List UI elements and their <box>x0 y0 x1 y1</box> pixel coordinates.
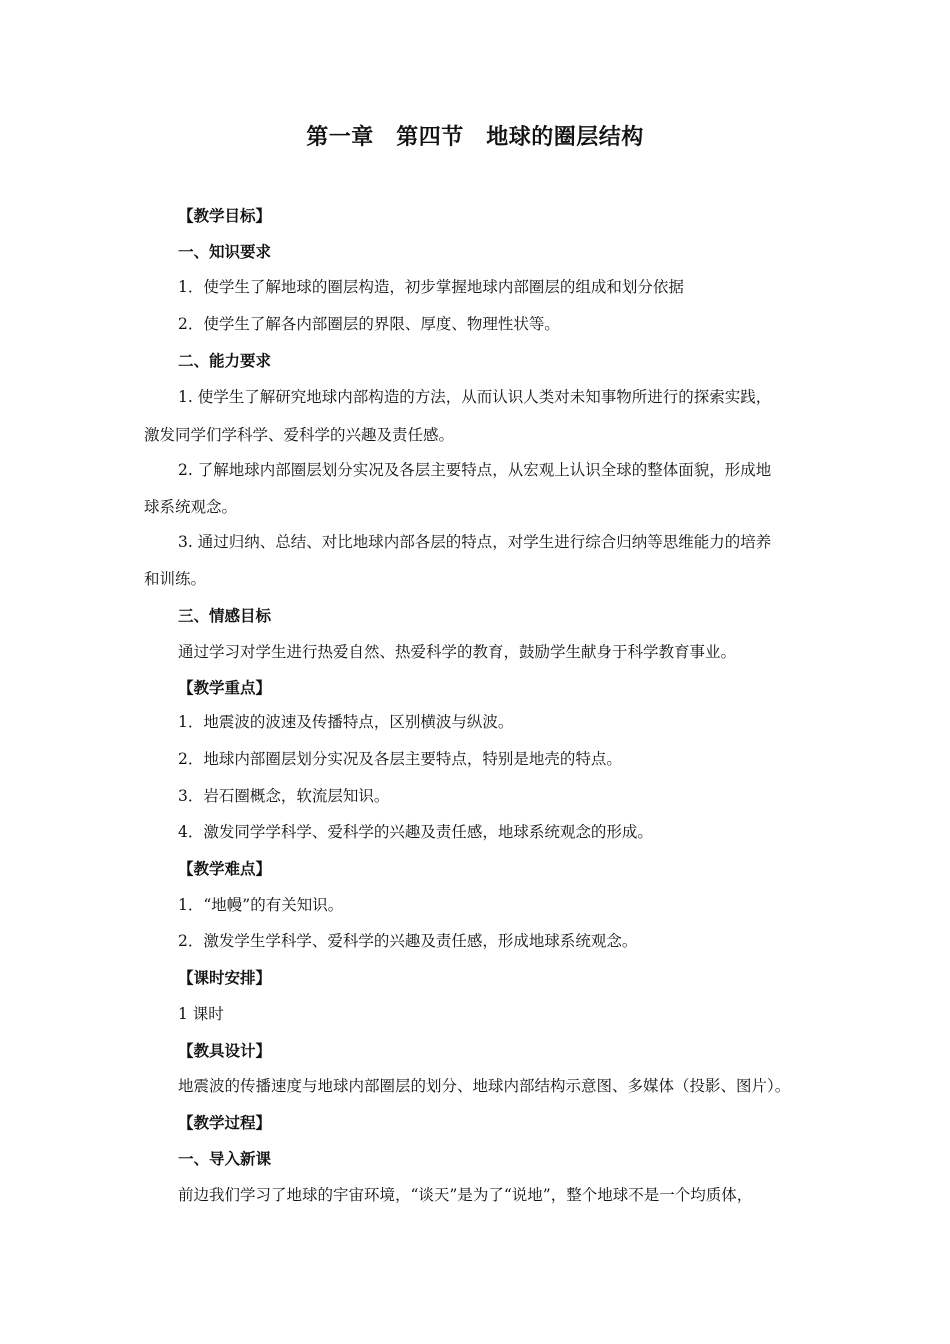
page-title: 第一章 第四节 地球的圈层结构 <box>306 124 644 150</box>
ability-item-line: 激发同学们学科学、爱科学的兴趣及责任感。 <box>144 426 455 444</box>
difficulty-item: 1．“地幔”的有关知识。 <box>178 896 344 914</box>
emotion-heading: 三、情感目标 <box>178 606 272 625</box>
ability-heading: 二、能力要求 <box>178 351 272 370</box>
ability-item-line: 2. 了解地球内部圈层划分实况及各层主要特点，从宏观上认识全球的整体面貌，形成地 <box>178 461 772 479</box>
difficulties-heading: 【教学难点】 <box>178 859 272 878</box>
knowledge-item: 1．使学生了解地球的圈层构造，初步掌握地球内部圈层的组成和划分依据 <box>178 278 684 296</box>
objectives-heading: 【教学目标】 <box>178 206 272 225</box>
schedule-heading: 【课时安排】 <box>178 968 272 987</box>
knowledge-item: 2．使学生了解各内部圈层的界限、厚度、物理性状等。 <box>178 315 560 333</box>
ability-item-line: 和训练。 <box>144 570 207 588</box>
difficulty-item: 2．激发学生学科学、爱科学的兴趣及责任感，形成地球系统观念。 <box>178 932 638 950</box>
emotion-text: 通过学习对学生进行热爱自然、热爱科学的教育，鼓励学生献身于科学教育事业。 <box>178 643 737 661</box>
tools-heading: 【教具设计】 <box>178 1041 272 1060</box>
schedule-text: 1 课时 <box>178 1005 224 1023</box>
knowledge-heading: 一、知识要求 <box>178 242 272 261</box>
key-point-item: 3．岩石圈概念，软流层知识。 <box>178 787 390 805</box>
intro-text: 前边我们学习了地球的宇宙环境，“谈天”是为了“说地”，整个地球不是一个均质体， <box>178 1186 753 1204</box>
key-point-item: 2．地球内部圈层划分实况及各层主要特点，特别是地壳的特点。 <box>178 750 622 768</box>
tools-text: 地震波的传播速度与地球内部圈层的划分、地球内部结构示意图、多媒体（投影、图片）。 <box>178 1077 791 1095</box>
process-heading: 【教学过程】 <box>178 1113 272 1132</box>
ability-item-line: 球系统观念。 <box>144 498 238 516</box>
intro-heading: 一、导入新课 <box>178 1149 272 1168</box>
ability-item-line: 1. 使学生了解研究地球内部构造的方法，从而认识人类对未知事物所进行的探索实践， <box>178 388 772 406</box>
key-points-heading: 【教学重点】 <box>178 678 272 697</box>
ability-item-line: 3. 通过归纳、总结、对比地球内部各层的特点，对学生进行综合归纳等思维能力的培养 <box>178 533 772 551</box>
key-point-item: 4．激发同学学科学、爱科学的兴趣及责任感，地球系统观念的形成。 <box>178 823 653 841</box>
key-point-item: 1．地震波的波速及传播特点，区别横波与纵波。 <box>178 713 514 731</box>
